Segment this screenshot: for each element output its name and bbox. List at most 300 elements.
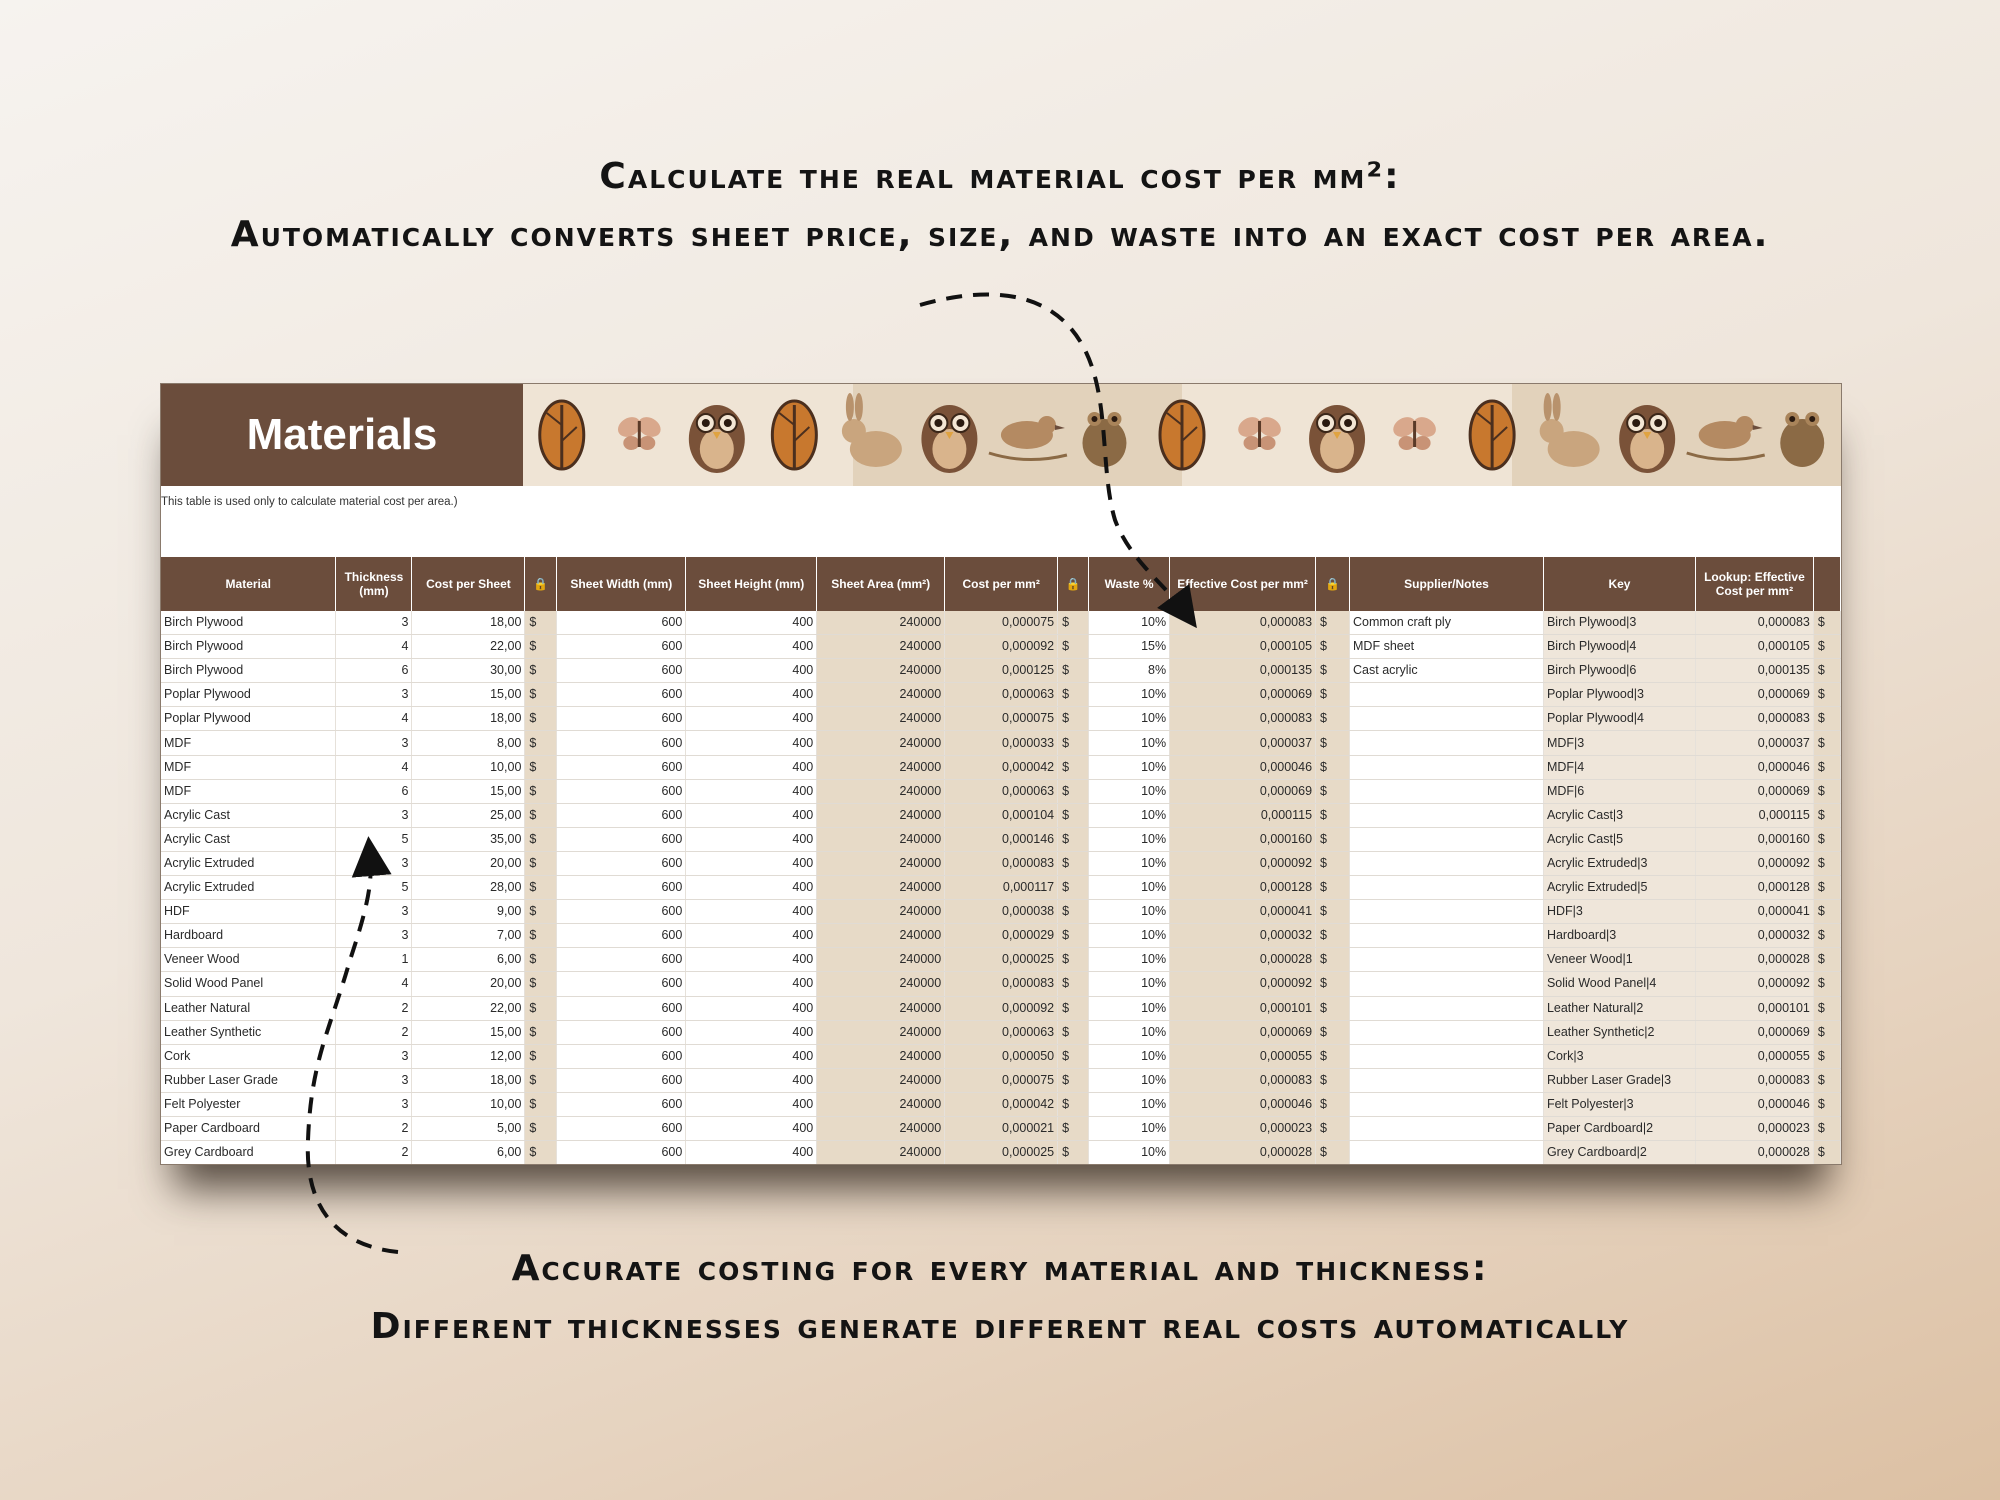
cell-cost-mm[interactable]: 0,000042 bbox=[945, 755, 1058, 779]
cell-currency[interactable]: $ bbox=[1813, 1116, 1840, 1140]
cell-cost-mm[interactable]: 0,000033 bbox=[945, 731, 1058, 755]
cell-currency[interactable]: $ bbox=[525, 876, 557, 900]
cell-currency[interactable]: $ bbox=[1813, 1068, 1840, 1092]
cell-thickness[interactable]: 3 bbox=[336, 851, 412, 875]
cell-effective-cost[interactable]: 0,000055 bbox=[1170, 1044, 1316, 1068]
cell-waste[interactable]: 10% bbox=[1089, 1020, 1170, 1044]
cell-supplier-notes[interactable] bbox=[1350, 707, 1544, 731]
cell-effective-cost[interactable]: 0,000083 bbox=[1170, 611, 1316, 635]
cell-lookup[interactable]: 0,000046 bbox=[1695, 755, 1813, 779]
cell-effective-cost[interactable]: 0,000028 bbox=[1170, 1141, 1316, 1165]
cell-sheet-area[interactable]: 240000 bbox=[817, 827, 945, 851]
cell-currency[interactable]: $ bbox=[1058, 1116, 1089, 1140]
cell-thickness[interactable]: 6 bbox=[336, 659, 412, 683]
cell-currency[interactable]: $ bbox=[525, 851, 557, 875]
cell-sheet-width[interactable]: 600 bbox=[557, 876, 686, 900]
cell-effective-cost[interactable]: 0,000128 bbox=[1170, 876, 1316, 900]
cell-currency[interactable]: $ bbox=[1813, 707, 1840, 731]
cell-currency[interactable]: $ bbox=[1058, 1044, 1089, 1068]
cell-thickness[interactable]: 3 bbox=[336, 803, 412, 827]
cell-currency[interactable]: $ bbox=[1316, 1044, 1350, 1068]
cell-thickness[interactable]: 4 bbox=[336, 707, 412, 731]
cell-thickness[interactable]: 5 bbox=[336, 827, 412, 851]
cell-waste[interactable]: 10% bbox=[1089, 851, 1170, 875]
cell-cost-sheet[interactable]: 15,00 bbox=[412, 683, 525, 707]
cell-waste[interactable]: 10% bbox=[1089, 827, 1170, 851]
cell-cost-mm[interactable]: 0,000021 bbox=[945, 1116, 1058, 1140]
cell-cost-sheet[interactable]: 20,00 bbox=[412, 972, 525, 996]
cell-key[interactable]: Birch Plywood|3 bbox=[1543, 611, 1695, 635]
cell-sheet-area[interactable]: 240000 bbox=[817, 731, 945, 755]
cell-sheet-width[interactable]: 600 bbox=[557, 1068, 686, 1092]
cell-sheet-area[interactable]: 240000 bbox=[817, 1141, 945, 1165]
cell-sheet-height[interactable]: 400 bbox=[686, 683, 817, 707]
cell-currency[interactable]: $ bbox=[1316, 1092, 1350, 1116]
cell-currency[interactable]: $ bbox=[1058, 1020, 1089, 1044]
cell-key[interactable]: Paper Cardboard|2 bbox=[1543, 1116, 1695, 1140]
cell-cost-mm[interactable]: 0,000025 bbox=[945, 948, 1058, 972]
cell-currency[interactable]: $ bbox=[1813, 755, 1840, 779]
cell-currency[interactable]: $ bbox=[525, 1116, 557, 1140]
cell-material[interactable]: MDF bbox=[161, 731, 336, 755]
cell-material[interactable]: MDF bbox=[161, 755, 336, 779]
cell-effective-cost[interactable]: 0,000037 bbox=[1170, 731, 1316, 755]
col-lookup[interactable]: Lookup: Effective Cost per mm² bbox=[1695, 557, 1813, 611]
cell-sheet-height[interactable]: 400 bbox=[686, 876, 817, 900]
cell-sheet-height[interactable]: 400 bbox=[686, 1092, 817, 1116]
cell-lookup[interactable]: 0,000101 bbox=[1695, 996, 1813, 1020]
cell-cost-sheet[interactable]: 6,00 bbox=[412, 948, 525, 972]
cell-key[interactable]: Leather Synthetic|2 bbox=[1543, 1020, 1695, 1044]
cell-sheet-width[interactable]: 600 bbox=[557, 1092, 686, 1116]
cell-material[interactable]: Acrylic Extruded bbox=[161, 876, 336, 900]
cell-key[interactable]: Acrylic Extruded|3 bbox=[1543, 851, 1695, 875]
cell-key[interactable]: Acrylic Extruded|5 bbox=[1543, 876, 1695, 900]
cell-effective-cost[interactable]: 0,000041 bbox=[1170, 900, 1316, 924]
cell-waste[interactable]: 10% bbox=[1089, 707, 1170, 731]
cell-sheet-width[interactable]: 600 bbox=[557, 707, 686, 731]
cell-sheet-width[interactable]: 600 bbox=[557, 779, 686, 803]
cell-thickness[interactable]: 3 bbox=[336, 611, 412, 635]
cell-supplier-notes[interactable] bbox=[1350, 996, 1544, 1020]
cell-currency[interactable]: $ bbox=[1813, 779, 1840, 803]
cell-currency[interactable]: $ bbox=[1058, 635, 1089, 659]
cell-currency[interactable]: $ bbox=[525, 1068, 557, 1092]
cell-currency[interactable]: $ bbox=[1813, 924, 1840, 948]
col-thickness[interactable]: Thickness (mm) bbox=[336, 557, 412, 611]
cell-supplier-notes[interactable] bbox=[1350, 851, 1544, 875]
cell-key[interactable]: MDF|3 bbox=[1543, 731, 1695, 755]
cell-currency[interactable]: $ bbox=[1316, 851, 1350, 875]
cell-cost-sheet[interactable]: 9,00 bbox=[412, 900, 525, 924]
cell-thickness[interactable]: 4 bbox=[336, 635, 412, 659]
cell-currency[interactable]: $ bbox=[525, 1141, 557, 1165]
cell-waste[interactable]: 10% bbox=[1089, 972, 1170, 996]
cell-currency[interactable]: $ bbox=[1058, 948, 1089, 972]
cell-currency[interactable]: $ bbox=[1813, 948, 1840, 972]
cell-currency[interactable]: $ bbox=[1058, 851, 1089, 875]
cell-currency[interactable]: $ bbox=[1316, 924, 1350, 948]
cell-sheet-height[interactable]: 400 bbox=[686, 996, 817, 1020]
cell-supplier-notes[interactable] bbox=[1350, 1116, 1544, 1140]
cell-currency[interactable]: $ bbox=[1058, 996, 1089, 1020]
cell-supplier-notes[interactable] bbox=[1350, 755, 1544, 779]
cell-sheet-width[interactable]: 600 bbox=[557, 900, 686, 924]
cell-cost-mm[interactable]: 0,000125 bbox=[945, 659, 1058, 683]
cell-sheet-height[interactable]: 400 bbox=[686, 972, 817, 996]
cell-cost-sheet[interactable]: 18,00 bbox=[412, 707, 525, 731]
cell-currency[interactable]: $ bbox=[525, 827, 557, 851]
cell-effective-cost[interactable]: 0,000092 bbox=[1170, 972, 1316, 996]
cell-key[interactable]: Hardboard|3 bbox=[1543, 924, 1695, 948]
cell-waste[interactable]: 10% bbox=[1089, 900, 1170, 924]
cell-material[interactable]: Acrylic Cast bbox=[161, 803, 336, 827]
cell-supplier-notes[interactable] bbox=[1350, 683, 1544, 707]
cell-currency[interactable]: $ bbox=[1813, 1044, 1840, 1068]
cell-key[interactable]: Felt Polyester|3 bbox=[1543, 1092, 1695, 1116]
col-material[interactable]: Material bbox=[161, 557, 336, 611]
cell-thickness[interactable]: 3 bbox=[336, 1068, 412, 1092]
cell-currency[interactable]: $ bbox=[1058, 611, 1089, 635]
cell-waste[interactable]: 10% bbox=[1089, 611, 1170, 635]
cell-cost-mm[interactable]: 0,000092 bbox=[945, 996, 1058, 1020]
cell-currency[interactable]: $ bbox=[1058, 731, 1089, 755]
cell-sheet-height[interactable]: 400 bbox=[686, 827, 817, 851]
cell-cost-mm[interactable]: 0,000063 bbox=[945, 1020, 1058, 1044]
cell-sheet-height[interactable]: 400 bbox=[686, 611, 817, 635]
cell-sheet-height[interactable]: 400 bbox=[686, 851, 817, 875]
cell-material[interactable]: Poplar Plywood bbox=[161, 683, 336, 707]
cell-thickness[interactable]: 2 bbox=[336, 1141, 412, 1165]
cell-currency[interactable]: $ bbox=[525, 1020, 557, 1044]
cell-sheet-width[interactable]: 600 bbox=[557, 803, 686, 827]
cell-lookup[interactable]: 0,000069 bbox=[1695, 683, 1813, 707]
cell-key[interactable]: Solid Wood Panel|4 bbox=[1543, 972, 1695, 996]
cell-sheet-height[interactable]: 400 bbox=[686, 707, 817, 731]
cell-key[interactable]: MDF|6 bbox=[1543, 779, 1695, 803]
col-sheet-height[interactable]: Sheet Height (mm) bbox=[686, 557, 817, 611]
cell-waste[interactable]: 10% bbox=[1089, 1068, 1170, 1092]
cell-lookup[interactable]: 0,000160 bbox=[1695, 827, 1813, 851]
cell-currency[interactable]: $ bbox=[1058, 827, 1089, 851]
cell-material[interactable]: Acrylic Cast bbox=[161, 827, 336, 851]
cell-thickness[interactable]: 4 bbox=[336, 972, 412, 996]
cell-thickness[interactable]: 2 bbox=[336, 1020, 412, 1044]
cell-effective-cost[interactable]: 0,000046 bbox=[1170, 755, 1316, 779]
cell-currency[interactable]: $ bbox=[1813, 659, 1840, 683]
cell-currency[interactable]: $ bbox=[1813, 972, 1840, 996]
cell-currency[interactable]: $ bbox=[1316, 972, 1350, 996]
cell-sheet-width[interactable]: 600 bbox=[557, 1044, 686, 1068]
cell-material[interactable]: HDF bbox=[161, 900, 336, 924]
cell-currency[interactable]: $ bbox=[1813, 851, 1840, 875]
cell-currency[interactable]: $ bbox=[525, 1044, 557, 1068]
cell-currency[interactable]: $ bbox=[1316, 900, 1350, 924]
cell-currency[interactable]: $ bbox=[1316, 755, 1350, 779]
cell-thickness[interactable]: 3 bbox=[336, 683, 412, 707]
cell-currency[interactable]: $ bbox=[1316, 827, 1350, 851]
cell-sheet-width[interactable]: 600 bbox=[557, 851, 686, 875]
cell-sheet-width[interactable]: 600 bbox=[557, 948, 686, 972]
cell-waste[interactable]: 10% bbox=[1089, 876, 1170, 900]
cell-lookup[interactable]: 0,000083 bbox=[1695, 707, 1813, 731]
cell-waste[interactable]: 10% bbox=[1089, 1044, 1170, 1068]
cell-supplier-notes[interactable] bbox=[1350, 972, 1544, 996]
cell-sheet-width[interactable]: 600 bbox=[557, 659, 686, 683]
cell-cost-sheet[interactable]: 10,00 bbox=[412, 1092, 525, 1116]
col-sheet-width[interactable]: Sheet Width (mm) bbox=[557, 557, 686, 611]
cell-effective-cost[interactable]: 0,000028 bbox=[1170, 948, 1316, 972]
cell-sheet-height[interactable]: 400 bbox=[686, 948, 817, 972]
cell-currency[interactable]: $ bbox=[525, 707, 557, 731]
cell-thickness[interactable]: 3 bbox=[336, 1092, 412, 1116]
cell-sheet-area[interactable]: 240000 bbox=[817, 1092, 945, 1116]
cell-sheet-width[interactable]: 600 bbox=[557, 731, 686, 755]
cell-effective-cost[interactable]: 0,000069 bbox=[1170, 1020, 1316, 1044]
cell-currency[interactable]: $ bbox=[1316, 683, 1350, 707]
cell-currency[interactable]: $ bbox=[1058, 803, 1089, 827]
cell-currency[interactable]: $ bbox=[525, 948, 557, 972]
cell-sheet-height[interactable]: 400 bbox=[686, 1020, 817, 1044]
cell-lookup[interactable]: 0,000037 bbox=[1695, 731, 1813, 755]
cell-currency[interactable]: $ bbox=[1316, 803, 1350, 827]
cell-cost-sheet[interactable]: 12,00 bbox=[412, 1044, 525, 1068]
cell-supplier-notes[interactable] bbox=[1350, 731, 1544, 755]
cell-currency[interactable]: $ bbox=[525, 996, 557, 1020]
cell-supplier-notes[interactable] bbox=[1350, 1092, 1544, 1116]
cell-currency[interactable]: $ bbox=[1316, 731, 1350, 755]
cell-thickness[interactable]: 4 bbox=[336, 755, 412, 779]
cell-effective-cost[interactable]: 0,000046 bbox=[1170, 1092, 1316, 1116]
cell-currency[interactable]: $ bbox=[525, 803, 557, 827]
cell-effective-cost[interactable]: 0,000083 bbox=[1170, 707, 1316, 731]
cell-sheet-height[interactable]: 400 bbox=[686, 755, 817, 779]
col-key[interactable]: Key bbox=[1543, 557, 1695, 611]
cell-waste[interactable]: 10% bbox=[1089, 755, 1170, 779]
cell-cost-mm[interactable]: 0,000025 bbox=[945, 1141, 1058, 1165]
cell-material[interactable]: Solid Wood Panel bbox=[161, 972, 336, 996]
cell-sheet-width[interactable]: 600 bbox=[557, 755, 686, 779]
cell-sheet-height[interactable]: 400 bbox=[686, 659, 817, 683]
cell-currency[interactable]: $ bbox=[525, 755, 557, 779]
cell-sheet-height[interactable]: 400 bbox=[686, 900, 817, 924]
cell-sheet-height[interactable]: 400 bbox=[686, 1141, 817, 1165]
cell-supplier-notes[interactable] bbox=[1350, 924, 1544, 948]
cell-lookup[interactable]: 0,000083 bbox=[1695, 1068, 1813, 1092]
cell-sheet-area[interactable]: 240000 bbox=[817, 779, 945, 803]
cell-key[interactable]: Rubber Laser Grade|3 bbox=[1543, 1068, 1695, 1092]
cell-currency[interactable]: $ bbox=[1813, 996, 1840, 1020]
cell-sheet-width[interactable]: 600 bbox=[557, 635, 686, 659]
cell-lookup[interactable]: 0,000028 bbox=[1695, 948, 1813, 972]
cell-currency[interactable]: $ bbox=[1316, 1116, 1350, 1140]
cell-waste[interactable]: 10% bbox=[1089, 779, 1170, 803]
cell-currency[interactable]: $ bbox=[1813, 731, 1840, 755]
cell-material[interactable]: Leather Synthetic bbox=[161, 1020, 336, 1044]
cell-currency[interactable]: $ bbox=[525, 731, 557, 755]
cell-sheet-area[interactable]: 240000 bbox=[817, 851, 945, 875]
cell-sheet-height[interactable]: 400 bbox=[686, 1044, 817, 1068]
cell-sheet-width[interactable]: 600 bbox=[557, 972, 686, 996]
cell-cost-mm[interactable]: 0,000104 bbox=[945, 803, 1058, 827]
cell-lookup[interactable]: 0,000055 bbox=[1695, 1044, 1813, 1068]
cell-sheet-area[interactable]: 240000 bbox=[817, 1068, 945, 1092]
cell-waste[interactable]: 10% bbox=[1089, 731, 1170, 755]
cell-sheet-area[interactable]: 240000 bbox=[817, 659, 945, 683]
cell-material[interactable]: Poplar Plywood bbox=[161, 707, 336, 731]
cell-cost-sheet[interactable]: 18,00 bbox=[412, 1068, 525, 1092]
cell-cost-sheet[interactable]: 15,00 bbox=[412, 1020, 525, 1044]
cell-sheet-area[interactable]: 240000 bbox=[817, 803, 945, 827]
col-cost-sheet[interactable]: Cost per Sheet bbox=[412, 557, 525, 611]
cell-sheet-area[interactable]: 240000 bbox=[817, 924, 945, 948]
cell-thickness[interactable]: 6 bbox=[336, 779, 412, 803]
cell-currency[interactable]: $ bbox=[1813, 683, 1840, 707]
cell-waste[interactable]: 10% bbox=[1089, 1141, 1170, 1165]
cell-sheet-height[interactable]: 400 bbox=[686, 731, 817, 755]
cell-sheet-height[interactable]: 400 bbox=[686, 1116, 817, 1140]
cell-cost-sheet[interactable]: 22,00 bbox=[412, 635, 525, 659]
cell-thickness[interactable]: 2 bbox=[336, 1116, 412, 1140]
cell-cost-sheet[interactable]: 10,00 bbox=[412, 755, 525, 779]
cell-cost-mm[interactable]: 0,000063 bbox=[945, 683, 1058, 707]
cell-currency[interactable]: $ bbox=[525, 611, 557, 635]
cell-currency[interactable]: $ bbox=[525, 924, 557, 948]
cell-sheet-area[interactable]: 240000 bbox=[817, 683, 945, 707]
cell-key[interactable]: Birch Plywood|4 bbox=[1543, 635, 1695, 659]
cell-supplier-notes[interactable] bbox=[1350, 900, 1544, 924]
cell-currency[interactable]: $ bbox=[1316, 779, 1350, 803]
cell-waste[interactable]: 10% bbox=[1089, 683, 1170, 707]
cell-waste[interactable]: 8% bbox=[1089, 659, 1170, 683]
cell-material[interactable]: Hardboard bbox=[161, 924, 336, 948]
cell-thickness[interactable]: 3 bbox=[336, 1044, 412, 1068]
cell-sheet-area[interactable]: 240000 bbox=[817, 635, 945, 659]
cell-material[interactable]: Veneer Wood bbox=[161, 948, 336, 972]
col-effective-cost[interactable]: Effective Cost per mm² bbox=[1170, 557, 1316, 611]
cell-lookup[interactable]: 0,000041 bbox=[1695, 900, 1813, 924]
cell-currency[interactable]: $ bbox=[1058, 876, 1089, 900]
cell-lookup[interactable]: 0,000092 bbox=[1695, 972, 1813, 996]
cell-effective-cost[interactable]: 0,000092 bbox=[1170, 851, 1316, 875]
cell-cost-mm[interactable]: 0,000038 bbox=[945, 900, 1058, 924]
cell-waste[interactable]: 10% bbox=[1089, 924, 1170, 948]
cell-cost-mm[interactable]: 0,000117 bbox=[945, 876, 1058, 900]
cell-material[interactable]: Birch Plywood bbox=[161, 635, 336, 659]
cell-currency[interactable]: $ bbox=[525, 683, 557, 707]
cell-currency[interactable]: $ bbox=[1058, 1092, 1089, 1116]
cell-cost-sheet[interactable]: 15,00 bbox=[412, 779, 525, 803]
cell-cost-mm[interactable]: 0,000075 bbox=[945, 707, 1058, 731]
cell-currency[interactable]: $ bbox=[1058, 900, 1089, 924]
cell-currency[interactable]: $ bbox=[525, 779, 557, 803]
cell-currency[interactable]: $ bbox=[1058, 707, 1089, 731]
cell-cost-mm[interactable]: 0,000083 bbox=[945, 851, 1058, 875]
cell-key[interactable]: MDF|4 bbox=[1543, 755, 1695, 779]
cell-currency[interactable]: $ bbox=[525, 972, 557, 996]
cell-lookup[interactable]: 0,000046 bbox=[1695, 1092, 1813, 1116]
cell-supplier-notes[interactable] bbox=[1350, 1020, 1544, 1044]
col-supplier-notes[interactable]: Supplier/Notes bbox=[1350, 557, 1544, 611]
cell-lookup[interactable]: 0,000092 bbox=[1695, 851, 1813, 875]
cell-supplier-notes[interactable]: Common craft ply bbox=[1350, 611, 1544, 635]
cell-sheet-area[interactable]: 240000 bbox=[817, 1116, 945, 1140]
cell-currency[interactable]: $ bbox=[1316, 996, 1350, 1020]
cell-lookup[interactable]: 0,000028 bbox=[1695, 1141, 1813, 1165]
cell-currency[interactable]: $ bbox=[1813, 900, 1840, 924]
cell-currency[interactable]: $ bbox=[1316, 635, 1350, 659]
cell-effective-cost[interactable]: 0,000135 bbox=[1170, 659, 1316, 683]
cell-currency[interactable]: $ bbox=[1316, 1068, 1350, 1092]
cell-currency[interactable]: $ bbox=[1316, 1141, 1350, 1165]
cell-cost-mm[interactable]: 0,000042 bbox=[945, 1092, 1058, 1116]
cell-effective-cost[interactable]: 0,000023 bbox=[1170, 1116, 1316, 1140]
cell-cost-mm[interactable]: 0,000029 bbox=[945, 924, 1058, 948]
cell-sheet-width[interactable]: 600 bbox=[557, 611, 686, 635]
cell-cost-sheet[interactable]: 28,00 bbox=[412, 876, 525, 900]
cell-sheet-area[interactable]: 240000 bbox=[817, 611, 945, 635]
cell-effective-cost[interactable]: 0,000160 bbox=[1170, 827, 1316, 851]
cell-cost-mm[interactable]: 0,000050 bbox=[945, 1044, 1058, 1068]
cell-lookup[interactable]: 0,000069 bbox=[1695, 779, 1813, 803]
cell-sheet-area[interactable]: 240000 bbox=[817, 996, 945, 1020]
cell-supplier-notes[interactable] bbox=[1350, 1141, 1544, 1165]
cell-currency[interactable]: $ bbox=[1813, 1141, 1840, 1165]
cell-thickness[interactable]: 3 bbox=[336, 731, 412, 755]
cell-cost-sheet[interactable]: 6,00 bbox=[412, 1141, 525, 1165]
cell-lookup[interactable]: 0,000023 bbox=[1695, 1116, 1813, 1140]
cell-waste[interactable]: 10% bbox=[1089, 948, 1170, 972]
cell-lookup[interactable]: 0,000032 bbox=[1695, 924, 1813, 948]
cell-thickness[interactable]: 5 bbox=[336, 876, 412, 900]
cell-currency[interactable]: $ bbox=[1316, 876, 1350, 900]
cell-effective-cost[interactable]: 0,000069 bbox=[1170, 683, 1316, 707]
cell-key[interactable]: Poplar Plywood|4 bbox=[1543, 707, 1695, 731]
cell-currency[interactable]: $ bbox=[1058, 683, 1089, 707]
cell-sheet-width[interactable]: 600 bbox=[557, 1020, 686, 1044]
cell-lookup[interactable]: 0,000083 bbox=[1695, 611, 1813, 635]
cell-supplier-notes[interactable]: MDF sheet bbox=[1350, 635, 1544, 659]
cell-effective-cost[interactable]: 0,000101 bbox=[1170, 996, 1316, 1020]
cell-currency[interactable]: $ bbox=[1813, 827, 1840, 851]
cell-lookup[interactable]: 0,000115 bbox=[1695, 803, 1813, 827]
cell-currency[interactable]: $ bbox=[1058, 1068, 1089, 1092]
cell-sheet-area[interactable]: 240000 bbox=[817, 876, 945, 900]
cell-currency[interactable]: $ bbox=[1813, 803, 1840, 827]
cell-cost-sheet[interactable]: 5,00 bbox=[412, 1116, 525, 1140]
cell-currency[interactable]: $ bbox=[1813, 876, 1840, 900]
cell-currency[interactable]: $ bbox=[1058, 659, 1089, 683]
cell-sheet-area[interactable]: 240000 bbox=[817, 1044, 945, 1068]
cell-thickness[interactable]: 1 bbox=[336, 948, 412, 972]
cell-currency[interactable]: $ bbox=[1316, 659, 1350, 683]
cell-effective-cost[interactable]: 0,000115 bbox=[1170, 803, 1316, 827]
cell-supplier-notes[interactable] bbox=[1350, 779, 1544, 803]
cell-lookup[interactable]: 0,000128 bbox=[1695, 876, 1813, 900]
cell-sheet-height[interactable]: 400 bbox=[686, 779, 817, 803]
cell-cost-sheet[interactable]: 25,00 bbox=[412, 803, 525, 827]
cell-effective-cost[interactable]: 0,000083 bbox=[1170, 1068, 1316, 1092]
cell-sheet-area[interactable]: 240000 bbox=[817, 972, 945, 996]
cell-supplier-notes[interactable]: Cast acrylic bbox=[1350, 659, 1544, 683]
cell-cost-mm[interactable]: 0,000092 bbox=[945, 635, 1058, 659]
cell-currency[interactable]: $ bbox=[1813, 1020, 1840, 1044]
cell-currency[interactable]: $ bbox=[1316, 707, 1350, 731]
cell-currency[interactable]: $ bbox=[1058, 972, 1089, 996]
cell-sheet-width[interactable]: 600 bbox=[557, 1116, 686, 1140]
cell-supplier-notes[interactable] bbox=[1350, 1068, 1544, 1092]
cell-key[interactable]: Acrylic Cast|3 bbox=[1543, 803, 1695, 827]
